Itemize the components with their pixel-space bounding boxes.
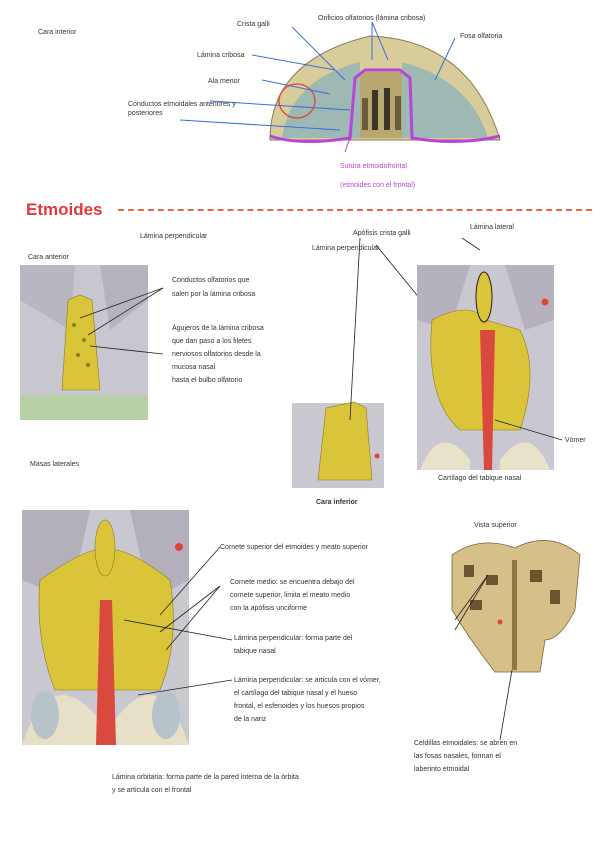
lower-note3-line2: tabique nasal	[234, 648, 276, 655]
superior-view-illustration	[452, 540, 580, 672]
left-note2-line3: nerviosos olfatorios desde la	[172, 351, 261, 358]
sinus-label: Conductos etmoidales anteriores y posteriores	[128, 101, 236, 117]
anterior-view-illustration	[20, 265, 148, 420]
septal-cartilage-label: Cartílago del tabique nasal	[438, 475, 522, 482]
lower-note4-line4: de la nariz	[234, 716, 267, 723]
foramina-label: Orificios olfatorios (lámina cribosa)	[318, 15, 426, 22]
left-note2-line1: Agujeros de la lámina cribosa	[172, 325, 264, 332]
lower-note3-line1: Lámina perpendicular: forma parte del	[234, 635, 353, 642]
lower-note1: Cornete superior del etmoides y meato superior	[220, 544, 368, 551]
right-header-label: Lámina lateral	[470, 224, 514, 231]
left-note1-line2: salen por la lámina cribosa	[172, 291, 256, 298]
left-note1-line1: Conductos olfatorios que	[172, 277, 250, 284]
bottom-note-line2: y se articula con el frontal	[112, 787, 192, 794]
purple-note-line2: (etmoides con el frontal)	[340, 182, 416, 189]
left-note2-line2: que dan paso a los filetes	[172, 338, 252, 345]
purple-note-line1: Sutura etmoidofrontal	[340, 163, 407, 170]
left-note2-line5: hasta el bulbo olfatorio	[172, 377, 243, 384]
superior-view-label: Vista superior	[474, 522, 517, 529]
top-view-label: Cara interior	[38, 29, 77, 36]
right-note-line1: Celdillas etmoidales: se abren en	[414, 740, 518, 747]
left-header-label: Lámina perpendicular	[140, 233, 208, 240]
right-note-line3: laberinto etmoidal	[414, 766, 470, 773]
inferior-view-label: Cara inferior	[316, 499, 358, 506]
right-note-line2: las fosas nasales, forman el	[414, 753, 501, 760]
lower-note2-line1: Cornete medio: se encuentra debajo del	[230, 579, 355, 586]
fossa-label: Fosa olfatoria	[460, 33, 503, 40]
title-divider	[118, 209, 592, 211]
lateral-masses-label: Masas laterales	[30, 461, 80, 468]
crista-galli-label: Crista galli	[237, 21, 270, 28]
left-note2-line4: mucosa nasal	[172, 364, 216, 371]
orbital-label: Ala menor	[208, 78, 240, 85]
lower-note2-line3: con la apófisis unciforme	[230, 605, 308, 612]
anterior-view-label: Cara anterior	[28, 254, 69, 261]
bottom-note-line1: Lámina orbitaria: forma parte de la pared interna de la órbita	[112, 774, 299, 781]
center-sublabel: Lámina perpendicular	[312, 245, 380, 252]
lower-note2-line2: cornete superior, limita el meato medio	[230, 592, 351, 599]
section-title: Etmoides	[26, 200, 103, 219]
lower-note4-line2: el cartílago del tabique nasal y el hueso	[234, 690, 357, 697]
cribiform-label: Lámina cribosa	[197, 52, 245, 59]
lateral-view-illustration	[417, 265, 554, 470]
lower-note4-line1: Lámina perpendicular: se articula con el vómer,	[234, 677, 381, 684]
vomer-label: Vómer	[565, 437, 586, 444]
lower-note4-line3: frontal, el esfenoides y los huesos propios	[234, 703, 365, 710]
inferior-view-illustration	[292, 402, 384, 488]
center-label: Apófisis crista galli	[353, 230, 411, 237]
